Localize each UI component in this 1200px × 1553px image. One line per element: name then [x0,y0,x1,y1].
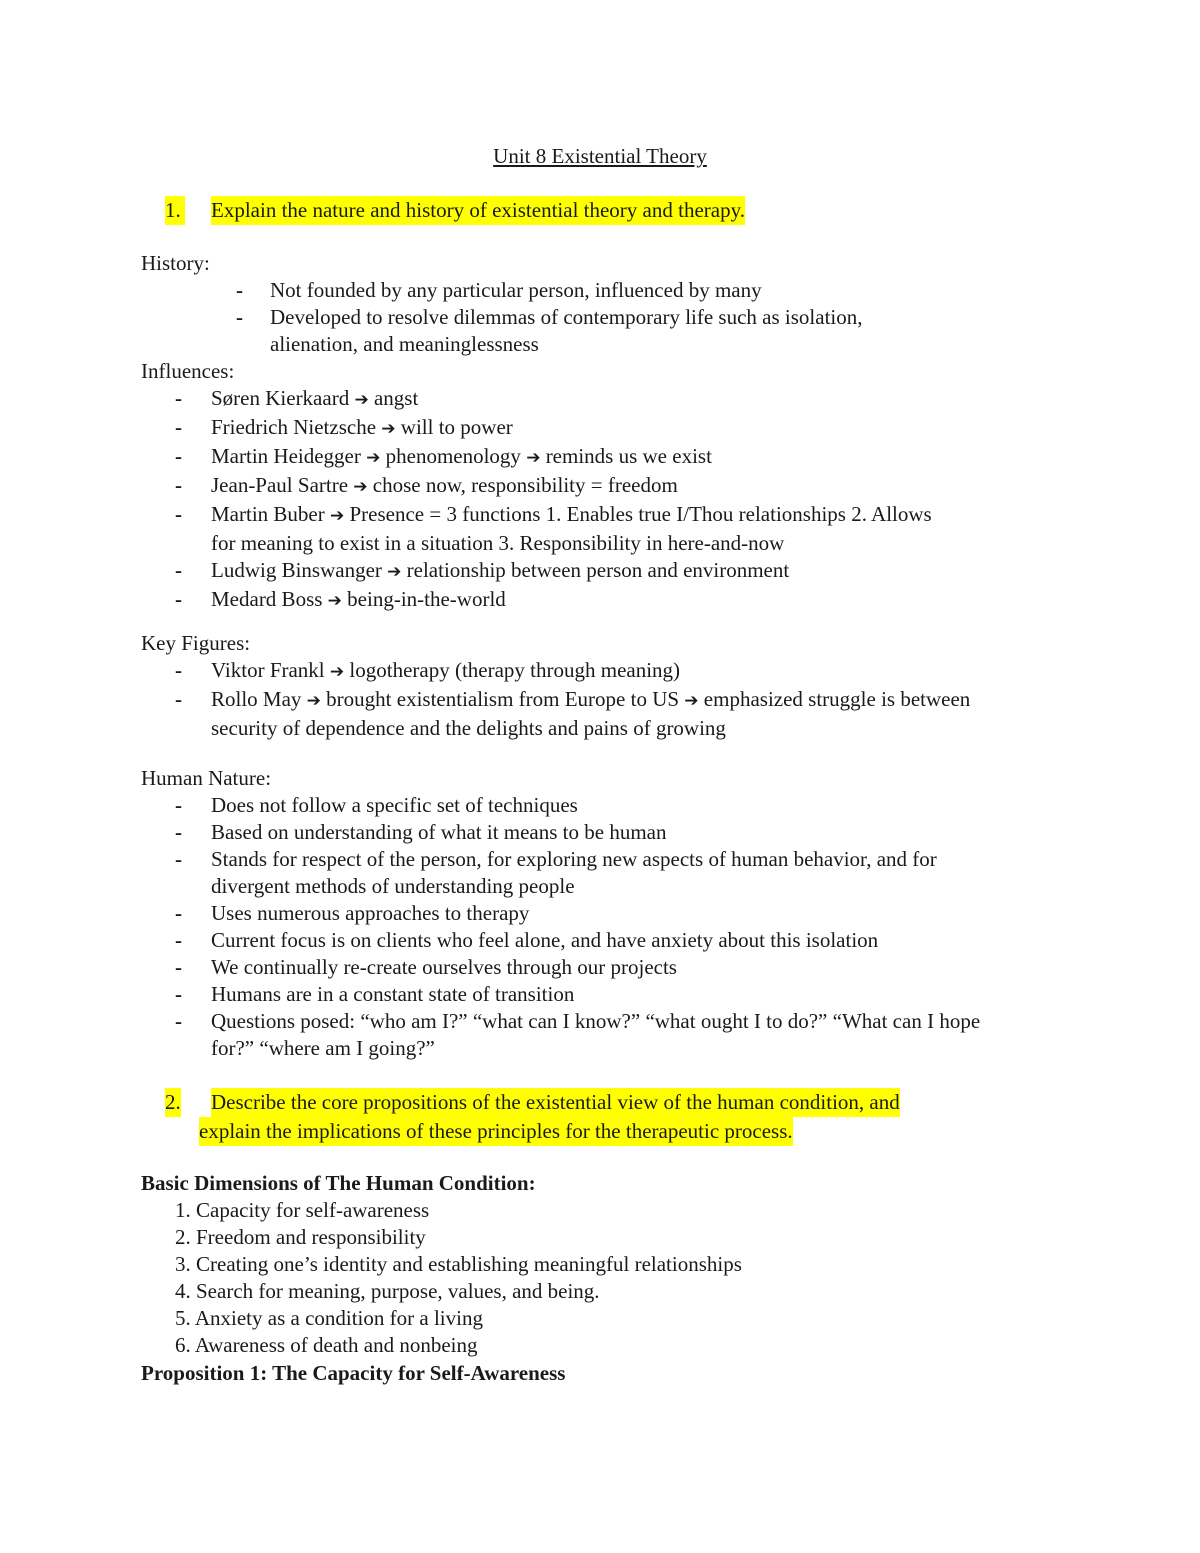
influence-item: - Ludwig Binswanger ➔ relationship between person and environment [175,558,790,582]
human-nature-item: - Does not follow a specific set of techniques [175,793,578,817]
history-list [236,277,996,358]
question-1-text: Explain the nature and history of existential theory and therapy. [211,196,745,225]
right-arrow-icon: ➔ [327,591,342,611]
human-nature-item: - Uses numerous approaches to therapy [175,901,530,925]
dash-bullet-icon: - [175,955,182,979]
dimension-item: 3. Creating one’s identity and establishing meaningful relationships [175,1252,742,1276]
human-nature-item: - Questions posed: “who am I?” “what can I know?” “what ought I to do?” “What can I hope for?” “where am I going?” [175,1009,981,1060]
human-nature-item: - Current focus is on clients who feel alone, and have anxiety about this isolation [175,928,879,952]
influence-item: - Søren Kierkaard ➔ angst [175,386,419,410]
dimension-item: 6. Awareness of death and nonbeing [175,1333,478,1357]
influences-list [175,385,975,615]
proposition-1-heading: Proposition 1: The Capacity for Self-Awareness [141,1361,566,1385]
right-arrow-icon: ➔ [329,662,345,682]
dash-bullet-icon: - [175,658,182,682]
dash-bullet-icon: - [175,444,182,468]
key-figure-item: - Viktor Frankl ➔ logotherapy (therapy through meaning) [175,658,681,682]
dash-bullet-icon: - [236,278,243,302]
influence-item: - Martin Heidegger ➔ phenomenology ➔ reminds us we exist [175,444,712,468]
dash-bullet-icon: - [175,415,182,439]
dash-bullet-icon: - [175,793,182,817]
dash-bullet-icon: - [175,847,182,871]
question-2-text-line-1: Describe the core propositions of the existential view of the human condition, and [211,1088,900,1117]
page-title: Unit 8 Existential Theory [493,144,707,168]
dash-bullet-icon: - [175,982,182,1006]
dash-bullet-icon: - [175,558,182,582]
question-1 [141,196,1001,225]
history-label: History: [141,251,210,275]
dash-bullet-icon: - [175,820,182,844]
dimension-item: 1. Capacity for self-awareness [175,1198,430,1222]
question-1-number: 1. [165,196,185,225]
dash-bullet-icon: - [175,386,182,410]
influence-item: - Medard Boss ➔ being-in-the-world [175,587,506,611]
influence-item: - Friedrich Nietzsche ➔ will to power [175,415,513,439]
right-arrow-icon: ➔ [381,419,396,439]
question-2 [141,1088,1001,1146]
right-arrow-icon: ➔ [353,477,368,497]
key-figures-list [175,657,1005,742]
right-arrow-icon: ➔ [684,691,699,711]
basic-dimensions-list [175,1197,1005,1359]
human-nature-item: - Stands for respect of the person, for exploring new aspects of human behavior, and for divergent methods of understanding people [175,847,937,898]
human-nature-list [175,792,1005,1062]
history-item: - Not founded by any particular person, influenced by many [236,278,762,302]
dash-bullet-icon: - [175,502,182,526]
human-nature-item: - We continually re-create ourselves through our projects [175,955,677,979]
human-nature-item: - Based on understanding of what it means to be human [175,820,667,844]
question-2-number: 2. [165,1088,181,1117]
dash-bullet-icon: - [236,305,243,329]
history-item: - Developed to resolve dilemmas of contemporary life such as isolation, alienation, and meaninglessness [236,305,863,356]
influence-item: - Martin Buber ➔ Presence = 3 functions 1. Enables true I/Thou relationships 2. Allows for meaning to exist in a situation 3. Responsibility in here-and-now [175,502,932,555]
dimension-item: 5. Anxiety as a condition for a living [175,1306,483,1330]
dash-bullet-icon: - [175,928,182,952]
dash-bullet-icon: - [175,687,182,711]
dimension-item: 2. Freedom and responsibility [175,1225,426,1249]
human-nature-item: - Humans are in a constant state of transition [175,982,575,1006]
right-arrow-icon: ➔ [387,562,402,582]
key-figure-item: - Rollo May ➔ brought existentialism from Europe to US ➔ emphasized struggle is between security of dependence and the delights and pains of growing [175,687,971,740]
dash-bullet-icon: - [175,1009,182,1033]
question-2-text-line-2: explain the implications of these principles for the therapeutic process. [199,1117,793,1146]
dash-bullet-icon: - [175,473,182,497]
right-arrow-icon: ➔ [354,390,369,410]
basic-dimensions-heading: Basic Dimensions of The Human Condition: [141,1171,536,1195]
dimension-item: 4. Search for meaning, purpose, values, and being. [175,1279,600,1303]
right-arrow-icon: ➔ [306,691,321,711]
right-arrow-icon: ➔ [329,506,345,526]
dash-bullet-icon: - [175,901,182,925]
dash-bullet-icon: - [175,587,182,611]
key-figures-label: Key Figures: [141,631,251,655]
right-arrow-icon: ➔ [526,448,541,468]
influence-item: - Jean-Paul Sartre ➔ chose now, responsibility = freedom [175,473,678,497]
human-nature-label: Human Nature: [141,766,272,790]
right-arrow-icon: ➔ [366,448,381,468]
influences-label: Influences: [141,359,235,383]
